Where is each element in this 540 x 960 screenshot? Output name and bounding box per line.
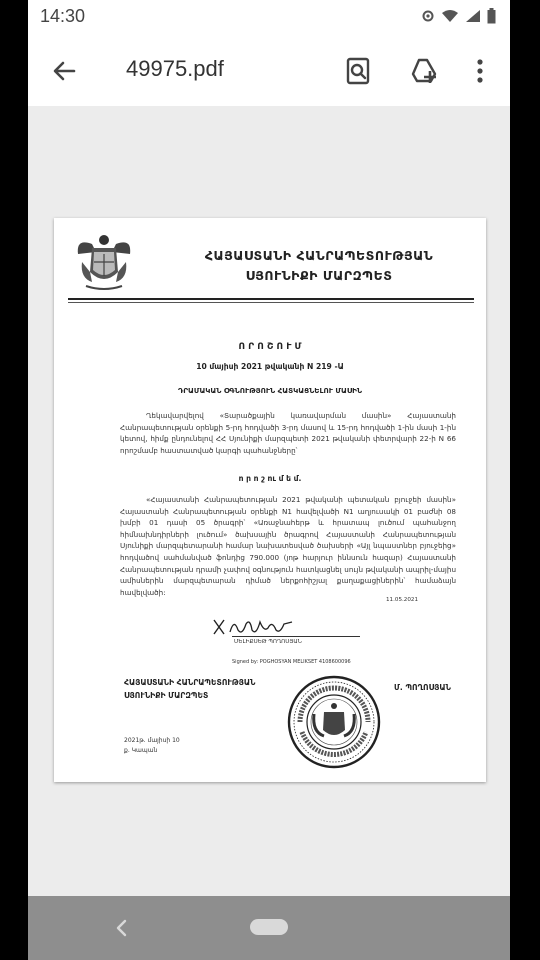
home-pill-icon[interactable] xyxy=(250,919,288,935)
digital-signature-note: Signed by: POGHOSYAN MELIKSET 4108600096 xyxy=(232,659,351,665)
status-icons xyxy=(421,8,496,24)
document-subject: ԴՐԱՄԱԿԱՆ ՕԳՆՈՒԹՅՈՒՆ ՀԱՏԿԱՑՆԵԼՈՒ ՄԱՍԻՆ xyxy=(177,386,363,395)
footer-org-line2: ՍՅՈՒՆԻՔԻ ՄԱՐԶՊԵՏ xyxy=(124,691,209,700)
nav-back-icon[interactable] xyxy=(112,918,130,938)
status-bar xyxy=(28,0,510,36)
document-header-line1: ՀԱՅԱՍՏԱՆԻ ՀԱՆՐԱՊԵՏՈՒԹՅԱՆ xyxy=(204,248,434,263)
pdf-page[interactable] xyxy=(54,218,486,782)
document-date-number: 10 մայիսի 2021 թվականի N 219 -Ա xyxy=(196,362,344,371)
footer-org-line1: ՀԱՅԱՍՏԱՆԻ ՀԱՆՐԱՊԵՏՈՒԹՅԱՆ xyxy=(124,678,256,687)
official-seal-stamp xyxy=(286,674,382,770)
document-paragraph-2: «Հայաստանի Հանրապետության 2021 թվականի պետական բյուջեի մասին» Հայաստանի Հանրապետության օրենքի N1 հավելվածի N1 աղյուսակի 01 բաժնի 08 խմբի 01 դասի 05 ծրագրի՝ «Առաջնահերթ և հրատապ լուծում պահանջող հիմնախնդիրների լուծում» ծախսային ծրագրով Հայաստանի Հանրապետության Սյունիքի մարզպետարանի համար նախատեսված ծախսերի «Այլ նպաստներ բյուջեից» հոդվածով սահմանված ֆոնդից 790.000 (յոթ հարյուր իննսուն հազար) Հայաստանի Հանրապետության դրամի չափով օգնություն հատկացնել սույն թվականի ապրիլ-մայիս ամիսներին մարզպետարան դիմած ներքոհիշյալ քաղաքացիներին՝ համաձայն հավելվածի: xyxy=(120,495,456,597)
footer-date: 2021թ. մայիսի 10 xyxy=(124,737,180,744)
add-to-drive-icon[interactable] xyxy=(408,55,440,87)
file-name-title: 49975.pdf xyxy=(126,56,224,81)
header-divider xyxy=(68,298,474,300)
document-header-line2: ՍՅՈՒՆԻՔԻ ՄԱՐԶՊԵՏ xyxy=(245,268,393,283)
document-paragraph-1: Ղեկավարվելով «Տարածքային կառավարման մասին» Հայաստանի Հանրապետության օրենքի 5-րդ հոդվածի 3-րդ մասով և 15-րդ հոդվածի 1-ին մասի 1-ին կետով, հիմք ընդունելով ՀՀ Սյունիքի մարզպետի 2021 թվականի փետրվարի 22-ի N 66 որոշմամբ հաստատված կարգի պահանջները՝ xyxy=(120,411,456,455)
app-toolbar xyxy=(28,36,510,106)
document-type: Ո Ր Ո Շ Ո Ւ Մ xyxy=(238,342,302,352)
signal-icon xyxy=(465,9,481,23)
settings-icon xyxy=(421,9,435,23)
footer-signer-name: Մ. ՊՈՂՈՍՅԱՆ xyxy=(394,683,451,692)
armenian-coat-of-arms-icon xyxy=(72,232,136,294)
header-divider-thin xyxy=(68,302,474,303)
pdf-viewer[interactable] xyxy=(28,106,510,896)
signer-caption: ՄԵԼԻՔՍԵԹ ՊՈՂՈՍՅԱՆ xyxy=(234,639,302,645)
footer-organization xyxy=(124,676,255,702)
handwritten-signature xyxy=(210,614,310,638)
more-vert-icon[interactable] xyxy=(464,55,496,87)
signature-line xyxy=(232,636,360,637)
footer-date-place xyxy=(124,736,180,756)
document-decision-phrase: ո ր ո շ ու մ ե մ. xyxy=(238,474,302,483)
phone-screen xyxy=(28,0,510,960)
wifi-icon xyxy=(441,9,459,23)
battery-icon xyxy=(487,8,496,24)
signature-date: 11.05.2021 xyxy=(386,597,419,603)
footer-city: ք. Կապան xyxy=(124,747,158,754)
status-time: 14:30 xyxy=(40,6,86,26)
arrow-back-icon[interactable] xyxy=(50,57,78,85)
system-navigation-bar xyxy=(28,896,510,960)
search-document-icon[interactable] xyxy=(342,55,374,87)
